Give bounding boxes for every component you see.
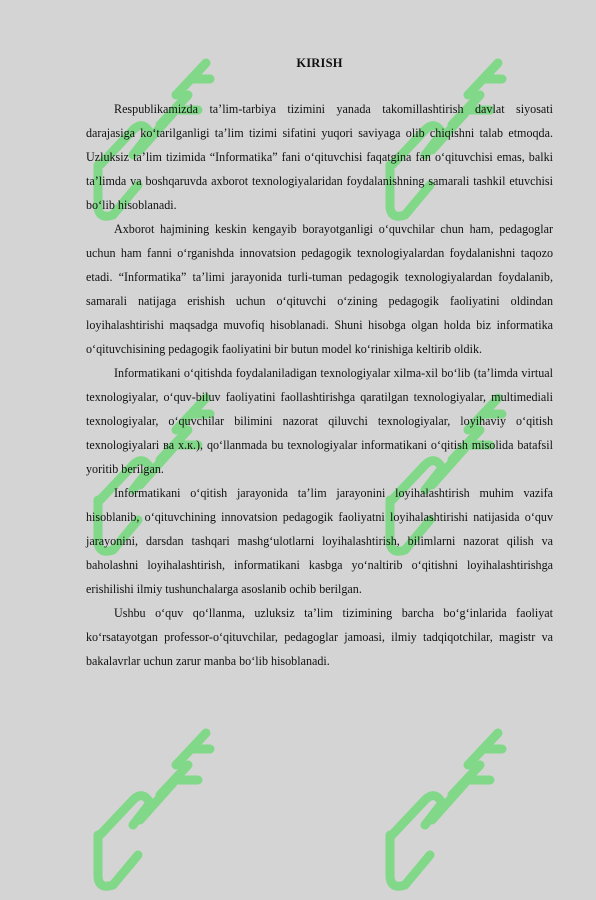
watermark-logo-icon xyxy=(370,725,510,895)
paragraph-1: Respublikamizda ta’lim-tarbiya tizimini yanada takomillashtirish davlat siyosati darajasiga ko‘tarilganligi ta’lim tizimi sifatini yuqori saviyaga olib chiqishni talab etmoqda. Uzluksiz ta’lim tizimida “Informatika” fani o‘qituvchisi faqatgina fan o‘qituvchisi emas, balki ta’limda va boshqaruvda axborot texnologiyalaridan foydalanishning samarali tashkil etuvchisi bo‘lib hisoblanadi. xyxy=(86,102,553,212)
paragraph-4: Informatikani o‘qitish jarayonida ta’lim jarayonini loyihalashtirish muhim vazifa hisoblanib, o‘qituvchining innovatsion pedagogik faoliyatni loyihalashtirishi natijasida o‘quv jarayonini, darsdan tashqari mashg‘ulotlarni loyihalashtirish, bilimlarni nazorat qilish va baholashni loyihalashtirish, informatikani kasbga yo‘naltirib o‘qitishni loyihalashtirishga erishilishi ilmiy tushunchalarga asoslanib ochib berilgan. xyxy=(86,486,553,596)
page-content xyxy=(86,56,553,673)
paragraph-5: Ushbu o‘quv qo‘llanma, uzluksiz ta’lim tizimining barcha bo‘g‘inlarida faoliyat ko‘rsatayotgan professor-o‘qituvchilar, pedagoglar jamoasi, ilmiy tadqiqotchilar, magistr va bakalavrlar uchun zarur manba bo‘lib hisoblanadi. xyxy=(86,606,553,668)
paragraph-3: Informatikani o‘qitishda foydalaniladigan texnologiyalar xilma-xil bo‘lib (ta’limda virtual texnologiyalar, o‘quv-biluv faoliyatini faollashtirishga qaratilgan texnologiyalar, multimediali texnologiyalar, o‘quvchilar bilimini nazorat qiluvchi texnologiyalar, loyihaviy o‘qitish texnologiyalari ва х.к.), qo‘llanmada bu texnologiyalar informatikani o‘qitish misolida batafsil yoritib berilgan. xyxy=(86,366,553,476)
page-title: KIRISH xyxy=(296,56,343,70)
watermark-logo-icon xyxy=(78,725,218,895)
paragraph-2: Axborot hajmining keskin kengayib borayotganligi o‘quvchilar chun ham, pedagoglar uchun ham fanni o‘rganishda innovatsion pedagogik texnologiyalardan foydalanishni taqozo etadi. “Informatika” ta’limi jarayonida turli-tuman pedagogik texnologiyalardan foydalanib, samarali natijaga erishish uchun o‘qituvchi o‘zining pedagogik faoliyatini oldindan loyihalashtirishi maqsadga muvofiq hisoblanadi. Shuni hisobga olgan holda biz informatika o‘qituvchisining pedagogik faoliyatini bir butun model ko‘rinishiga keltirib oldik. xyxy=(86,222,553,356)
